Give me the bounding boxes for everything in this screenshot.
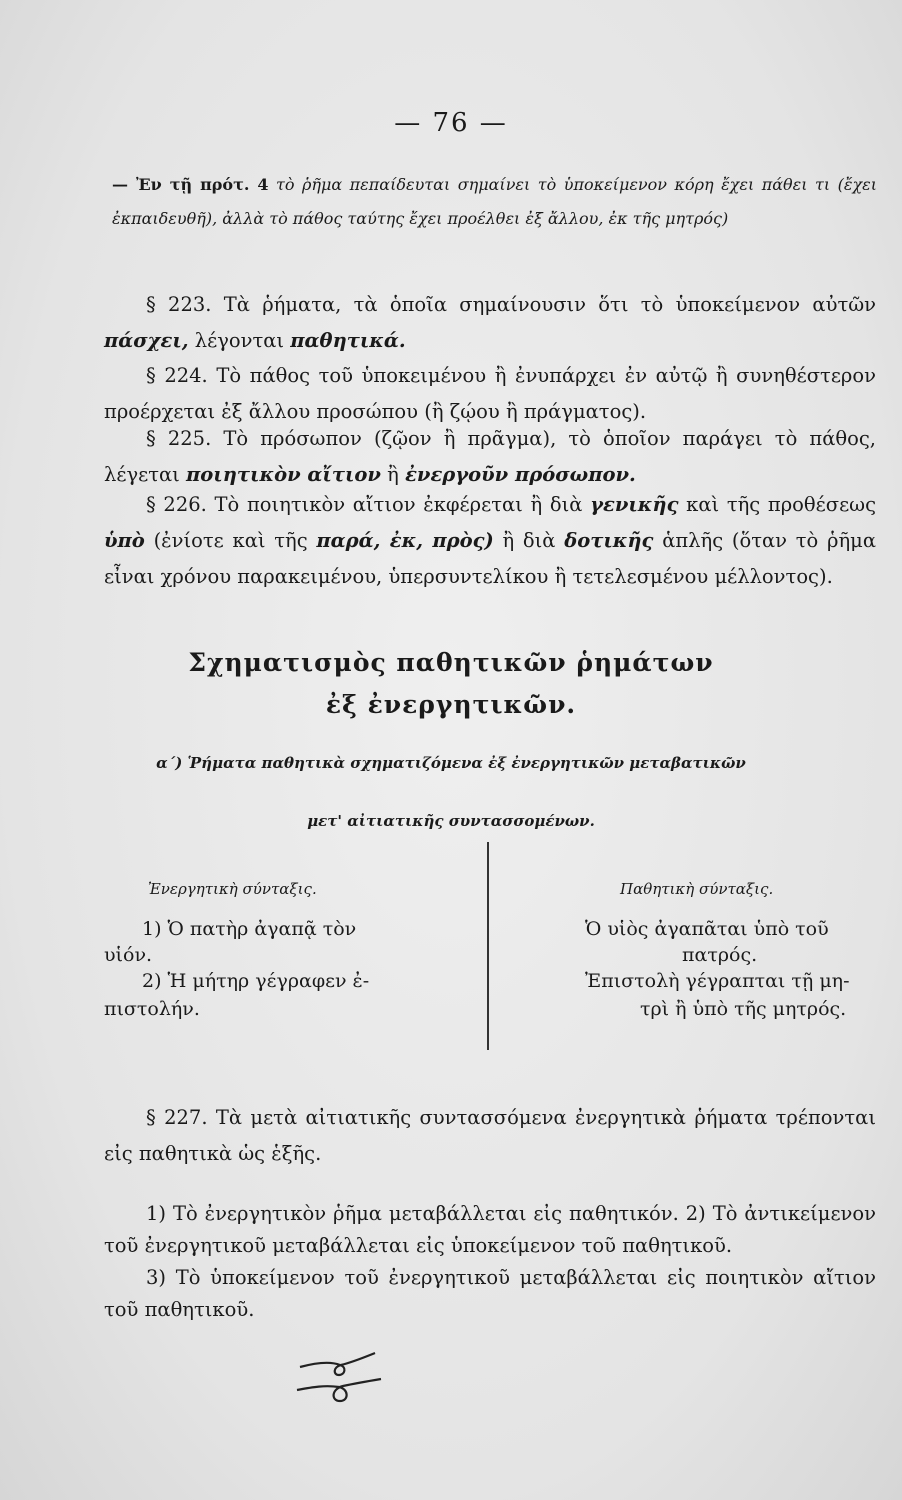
paragraph-226: [104, 487, 876, 595]
active-line-1: 1) Ὁ πατὴρ ἀγαπᾷ τὸν: [142, 918, 357, 940]
p226-emph1: γενικῆς: [590, 493, 679, 516]
section-heading-line1: Σχηματισμὸς παθητικῶν ῥημάτων: [188, 648, 714, 677]
footnote: [112, 168, 877, 236]
p226-emph4: δοτικῆς: [564, 529, 654, 552]
p226-d: ἢ διὰ: [502, 529, 556, 552]
passive-line-4: τρὶ ἢ ὑπὸ τῆς μητρός.: [640, 998, 847, 1020]
p226-e: ἁπλῆς (ὅταν τὸ ῥῆμα εἶναι χρόνου παρακειμένου, ὑπερσυντελίκου ἢ τετελεσμένου μέλλοντος).: [104, 529, 877, 588]
p223-mid: λέγονται: [194, 329, 285, 352]
p226-c: (ἐνίοτε καὶ τῆς: [153, 529, 308, 552]
paragraph-225: [104, 421, 876, 493]
passive-line-2: πατρός.: [682, 944, 758, 966]
p225-text: § 225. Τὸ πρόσωπον (ζῷον ἢ πρᾶγμα), τὸ ὁποῖον παράγει τὸ πάθος, λέγεται: [104, 427, 876, 486]
footnote-text: τὸ ῥῆμα πεπαίδευται σημαίνει τὸ ὑποκείμενον κόρη ἔχει πάθει τι (ἔχει ἐκπαιδευθῆ), ἀλλὰ τὸ πάθος ταύτης ἔχει προέλθει ἐξ ἄλλου, ἐκ τῆς μητρός): [112, 175, 877, 228]
p223-emph2: παθητικά.: [290, 329, 406, 352]
passive-line-1: Ὁ υἱὸς ἀγαπᾶται ὑπὸ τοῦ: [585, 918, 829, 940]
rules-list: [104, 1198, 876, 1326]
p226-emph2: ὑπὸ: [104, 529, 145, 552]
paragraph-223: [104, 287, 876, 359]
p227-text: § 227. Τὰ μετὰ αἰτιατικῆς συντασσόμενα ἐνεργητικὰ ῥήματα τρέπονται εἰς παθητικὰ ὡς ἑξῆς.: [104, 1106, 876, 1165]
p225-emph2: ἐνεργοῦν πρόσωπον.: [405, 463, 636, 486]
passive-column-header: Παθητικὴ σύνταξις.: [620, 880, 774, 898]
p224-text: § 224. Τὸ πάθος τοῦ ὑποκειμένου ἢ ἐνυπάρχει ἐν αὐτῷ ἢ συνηθέστερον προέρχεται ἐξ ἄλλου προσώπου (ἢ ζῴου ἢ πράγματος).: [104, 364, 876, 423]
ornament-flourish-icon: [295, 1345, 385, 1415]
passive-line-3: Ἐπιστολὴ γέγραπται τῇ μη-: [585, 970, 850, 992]
active-line-3: 2) Ἡ μήτηρ γέγραφεν ἐ-: [142, 970, 370, 992]
p225-mid: ἢ: [387, 463, 399, 486]
p223-emph1: πάσχει,: [104, 329, 189, 352]
column-divider: [487, 842, 489, 1050]
p226-b: καὶ τῆς προθέσεως: [686, 493, 877, 516]
paragraph-227: [104, 1100, 876, 1172]
active-line-4: πιστολήν.: [104, 998, 200, 1020]
rule-3: 3) Τὸ ὑποκείμενον τοῦ ἐνεργητικοῦ μεταβάλλεται εἰς ποιητικὸν αἴτιον τοῦ παθητικοῦ.: [104, 1266, 876, 1321]
paragraph-224: [104, 358, 876, 430]
p223-text: § 223. Τὰ ῥήματα, τὰ ὁποῖα σημαίνουσιν ὅτι τὸ ὑποκείμενον αὐτῶν: [146, 293, 876, 316]
active-column-header: Ἐνεργητικὴ σύνταξις.: [148, 880, 317, 898]
active-line-2: υἱόν.: [104, 944, 153, 966]
p225-emph1: ποιητικὸν αἴτιον: [186, 463, 381, 486]
rule-1-2: 1) Τὸ ἐνεργητικὸν ῥῆμα μεταβάλλεται εἰς παθητικόν. 2) Τὸ ἀντικείμενον τοῦ ἐνεργητικοῦ μεταβάλλεται εἰς ὑποκείμενον τοῦ παθητικοῦ.: [104, 1202, 876, 1257]
footnote-lead: — Ἐν τῇ πρότ. 4: [112, 175, 269, 194]
page-number: — 76 —: [394, 108, 508, 138]
section-heading-line2: ἐξ ἐνεργητικῶν.: [325, 690, 577, 719]
subheading-line1: α΄) Ῥήματα παθητικὰ σχηματιζόμενα ἐξ ἐνεργητικῶν μεταβατικῶν: [156, 754, 746, 772]
p226-a: § 226. Τὸ ποιητικὸν αἴτιον ἐκφέρεται ἢ διὰ: [146, 493, 583, 516]
p226-emph3: παρά, ἐκ, πρὸς): [316, 529, 494, 552]
subheading-line2: μετ' αἰτιατικῆς συντασσομένων.: [307, 812, 595, 830]
